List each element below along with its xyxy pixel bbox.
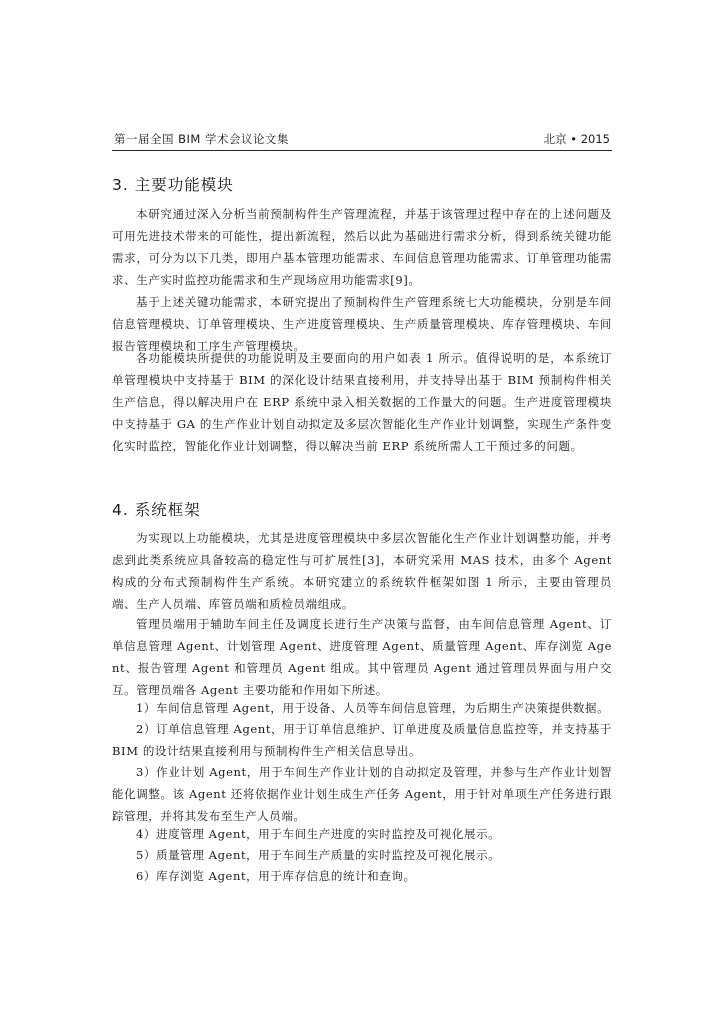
header-proceedings-title: 第一届全国 BIM 学术会议论文集 [114, 132, 290, 146]
section-4-list-item-3: 3）作业计划 Agent，用于车间生产作业计划的自动拟定及管理，并参与生产作业计划智能化调整。该 Agent 还将依据作业计划生成生产任务 Agent，用于针对单项生产任务进行跟踪管理，并将其发布至生产人员端。 [112, 765, 612, 823]
section-3-paragraph-2: 基于上述关键功能需求，本研究提出了预制构件生产管理系统七大功能模块，分别是车间信息管理模块、订单管理模块、生产进度管理模块、生产质量管理模块、库存管理模块、车间报告管理模块和工序生产管理模块。 [112, 295, 612, 353]
section-4-title: 4. 系统框架 [112, 501, 201, 519]
running-header [112, 130, 612, 151]
section-4-list-item-5: 5）质量管理 Agent，用于车间生产质量的实时监控及可视化展示。 [136, 848, 501, 862]
section-4-paragraph-1: 为实现以上功能模块，尤其是进度管理模块中多层次智能化生产作业计划调整功能，并考虑到此类系统应具备较高的稳定性与可扩展性[3]，本研究采用 MAS 技术，由多个 Agent 构成的分布式预制构件生产系统。本研究建立的系统软件框架如图 1 所示，主要由管理员端、生产人员端、库管员端和质检员端组成。 [112, 531, 612, 611]
section-3-paragraph-1: 本研究通过深入分析当前预制构件生产管理流程，并基于该管理过程中存在的上述问题及可用先进技术带来的可能性，提出新流程，然后以此为基础进行需求分析，得到系统关键功能需求，可分为以下几类，即用户基本管理功能需求、车间信息管理功能需求、订单管理功能需求、生产实时监控功能需求和生产现场应用功能需求[9]。 [112, 207, 612, 287]
section-3-title: 3. 主要功能模块 [112, 176, 234, 194]
section-4-list-item-4: 4）进度管理 Agent，用于车间生产进度的实时监控及可视化展示。 [136, 827, 501, 841]
section-4-list-item-1: 1）车间信息管理 Agent，用于设备、人员等车间信息管理，为后期生产决策提供数据。 [136, 701, 610, 715]
section-4-list-item-2: 2）订单信息管理 Agent，用于订单信息维护、订单进度及质量信息监控等，并支持基于 BIM 的设计结果直接利用与预制构件生产相关信息导出。 [112, 722, 612, 758]
section-4-paragraph-2: 管理员端用于辅助车间主任及调度长进行生产决策与监督，由车间信息管理 Agent、订单信息管理 Agent、计划管理 Agent、进度管理 Agent、质量管理 Agent、库存浏览 Agent、报告管理 Agent 和管理员 Agent 组成。其中管理员 Agent 通过管理员界面与用户交互。管理员端各 Agent 主要功能和作用如下所述。 [112, 617, 612, 697]
section-3-paragraph-3: 各功能模块所提供的功能说明及主要面向的用户如表 1 所示。值得说明的是，本系统订单管理模块中支持基于 BIM 的深化设计结果直接利用，并支持导出基于 BIM 预制构件相关生产信息，得以解决用户在 ERP 系统中录入相关数据的工作量大的问题。生产进度管理模块中支持基于 GA 的生产作业计划自动拟定及多层次智能化生产作业计划调整，实现生产条件变化实时监控，智能化作业计划调整，得以解决当前 ERP 系统所需人工干预过多的问题。 [112, 351, 612, 453]
header-location-year: 北京 • 2015 [543, 132, 610, 146]
section-4-list-item-6: 6）库存浏览 Agent，用于库存信息的统计和查询。 [136, 869, 416, 883]
